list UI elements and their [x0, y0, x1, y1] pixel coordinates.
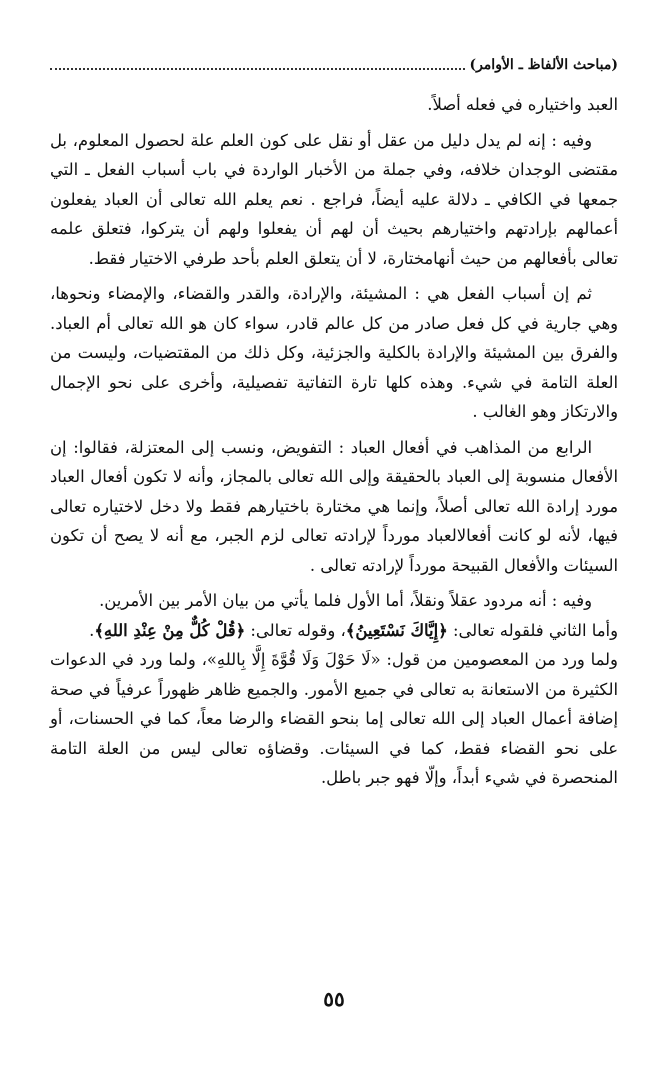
paragraph-refutation [50, 586, 618, 793]
refutation-text: ، وقوله تعالى: [245, 620, 346, 640]
page-number: ٥٥ [323, 987, 345, 1011]
refutation-text: وأما الثاني فلقوله تعالى: [447, 620, 618, 640]
paragraph-fourth-doctrine: الرابع من المذاهب في أفعال العباد : التفويض، ونسب إلى المعتزلة، فقالوا: إن الأفعال منسوبة إلى العباد بالحقيقة وإلى الله تعالى بالمجاز، وأنه لا تكون أفعال العباد مورد إرادة الله تعالى أصلاً، وإنما هي مختارة باختيارهم فقط ولا دخل لاختياره تعالى فيها، لأنه لو كانت أفعالالعباد مورداً لإرادته تعالى لزم الجبر، مع أنه لا يصح أن تكون السيئات والأفعال القبيحة مورداً لإرادته تعالى . [50, 437, 618, 575]
hadith-quote-text: لَا حَوْلَ وَلَا قُوَّةَ إِلَّا بِاللهِ [216, 650, 371, 669]
refutation-text: ، ولما ورد في الدعوات الكثيرة من الاستعانة به تعالى في جميع الأمور. والجميع ظاهر ظهوراً عرفياً في صحة إضافة أعمال العباد إلى الله تعالى إما بنحو القضاء والرضا معاً، كما في الحسنات، أو على نحو القضاء فقط، كما في السيئات. وقضاؤه تعالى ليس من العلة التامة المنحصرة في شيء أبداً، وإلّا فهو جبر باطل. [50, 650, 618, 787]
header-dotted-leader [50, 68, 465, 70]
refutation-line-1: وفيه : أنه مردود عقلاً ونقلاً، أما الأول فلما يأتي من بيان الأمر بين الأمرين. [99, 591, 592, 610]
main-text [50, 90, 618, 793]
hadith-quote: «لَا حَوْلَ وَلَا قُوَّةَ إِلَّا بِاللهِ» [206, 650, 381, 669]
refutation-text: . [89, 620, 95, 640]
paragraph-continuation: العبد واختياره في فعله أصلاً. [427, 95, 618, 114]
refutation-text: ولما ورد من المعصومين من قول: [380, 650, 618, 669]
paragraph-objection: وفيه : إنه لم يدل دليل من عقل أو نقل على كون العلم علة لحصول المعلوم، بل مقتضى الوجدان خلافه، وفي جملة من الأخبار الواردة في باب أسباب الفعل ـ التي جمعها في الكافي ـ دلالة عليه أيضاً، فراجع . نعم يعلم الله تعالى أن العباد يفعلون أعمالهم بإرادتهم واختيارهم بحيث أن لهم أن يفعلوا ولهم أن يتركوا، فتعلق علمه تعالى بأفعالهم من حيث أنهامختارة، لا أن يتعلق العلم بأحد طرفي الاختيار فقط. [50, 130, 618, 268]
running-header [50, 52, 618, 78]
quran-quote-2: ﴿قُلْ كُلٌّ مِنْ عِنْدِ اللهِ﴾ [94, 620, 246, 640]
quran-quote-1: ﴿إِيَّاكَ نَسْتَعِينُ﴾ [345, 620, 448, 640]
running-title: (مباحث الألفاظ ـ الأوامر) [469, 57, 618, 73]
book-page [50, 52, 618, 1042]
paragraph-causes-of-action: ثم إن أسباب الفعل هي : المشيئة، والإرادة، والقدر والقضاء، والإمضاء ونحوها، وهي جارية في كل فعل صادر من كل عالم قادر، سواء كان هو الله تعالى أم العباد. والفرق بين المشيئة والإرادة بالكلية والجزئية، وكل ذلك من المقتضيات، وليست من العلة التامة في شيء. وهذه كلها تارة التفاتية تفصيلية، وأخرى على نحو الإجمال والارتكاز وهو الغالب . [50, 284, 618, 421]
